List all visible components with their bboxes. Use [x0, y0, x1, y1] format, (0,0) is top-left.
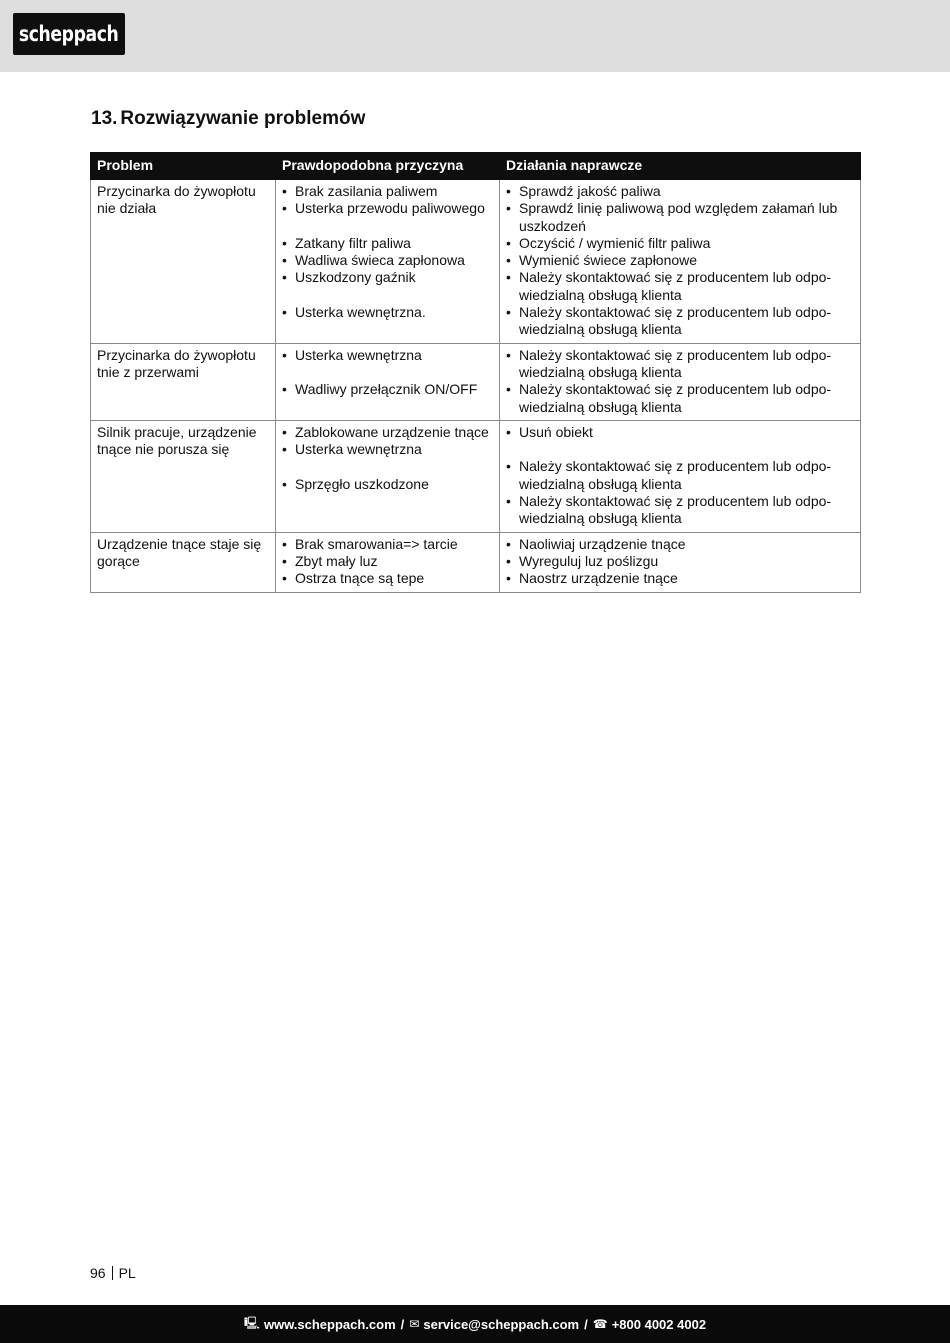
page-number-label: [90, 1265, 136, 1281]
envelope-icon: ✉︎: [409, 1317, 420, 1331]
action-cell: [500, 180, 861, 344]
scheppach-logo: [13, 13, 125, 55]
action-item: • Naostrz urządzenie tnące: [506, 570, 854, 587]
action-item: • Oczyścić / wymienić filtr paliwa: [506, 235, 854, 252]
action-item: • Należy skontaktować się z producentem lub odpo-wiedzialną obsługą klienta: [506, 381, 854, 416]
website-link[interactable]: www.scheppach.com: [263, 1316, 396, 1332]
action-item: • Należy skontaktować się z producentem lub odpo-wiedzialną obsługą klienta: [506, 304, 854, 339]
computer-icon: 🖳︎: [243, 1315, 260, 1330]
table-row: [91, 180, 861, 344]
separator-slash: /: [400, 1316, 405, 1332]
action-item: • Należy skontaktować się z producentem lub odpo-wiedzialną obsługą klienta: [506, 269, 854, 304]
table-header-row: [91, 153, 861, 180]
problem-cell: Przycinarka do żywopłotu nie działa: [91, 180, 276, 344]
cause-item: • Brak zasilania paliwem: [282, 183, 493, 200]
cause-cell: [276, 343, 500, 420]
section-number: 13.: [91, 108, 118, 129]
cause-item: • Usterka wewnętrzna: [282, 441, 493, 458]
cause-cell: [276, 180, 500, 344]
section-title: [91, 108, 365, 130]
problem-cell: Przycinarka do żywopłotu tnie z przerwami: [91, 343, 276, 420]
cause-item: • Zablokowane urządzenie tnące: [282, 424, 493, 441]
cause-item: • Usterka przewodu paliwowego: [282, 200, 493, 217]
phone-number[interactable]: +800 4002 4002: [611, 1316, 707, 1332]
footer-band: [0, 1305, 950, 1343]
action-item: • Należy skontaktować się z producentem lub odpo-wiedzialną obsługą klienta: [506, 347, 854, 382]
action-cell: [500, 343, 861, 420]
language-code: PL: [118, 1265, 136, 1281]
action-item: • Wyreguluj luz poślizgu: [506, 553, 854, 570]
action-item: • Należy skontaktować się z producentem lub odpo-wiedzialną obsługą klienta: [506, 458, 854, 493]
action-item: • Należy skontaktować się z producentem lub odpo-wiedzialną obsługą klienta: [506, 493, 854, 528]
cause-item: • Zbyt mały luz: [282, 553, 493, 570]
action-item: • Naoliwiaj urządzenie tnące: [506, 536, 854, 553]
cause-cell: [276, 420, 500, 532]
section-title-text: Rozwiązywanie problemów: [120, 108, 366, 129]
action-item: • Usuń obiekt: [506, 424, 854, 441]
cause-item: • Wadliwa świeca zapłonowa: [282, 252, 493, 269]
phone-icon: ☎︎: [592, 1317, 608, 1331]
logo-text: scheppach: [19, 22, 119, 46]
problem-cell: Silnik pracuje, urządzenie tnące nie porusza się: [91, 420, 276, 532]
table-row: [91, 532, 861, 592]
cause-item: • Ostrza tnące są tepe: [282, 570, 493, 587]
cause-item: • Wadliwy przełącznik ON/OFF: [282, 381, 493, 398]
separator-slash: /: [584, 1316, 588, 1332]
cause-item: • Sprzęgło uszkodzone: [282, 476, 493, 493]
action-item: • Sprawdź linię paliwową pod względem załamań lub uszkodzeń: [506, 200, 854, 235]
action-cell: [500, 532, 861, 592]
email-link[interactable]: service@scheppach.com: [423, 1316, 580, 1332]
troubleshooting-table: [90, 152, 861, 593]
page-number: 96: [90, 1265, 106, 1281]
cause-item: • Usterka wewnętrzna.: [282, 304, 493, 321]
header-cause: Prawdopodobna przyczyna: [276, 153, 500, 180]
action-cell: [500, 420, 861, 532]
header-problem: Problem: [91, 153, 276, 180]
cause-item: • Brak smarowania=> tarcie: [282, 536, 493, 553]
cause-cell: [276, 532, 500, 592]
cause-item: • Uszkodzony gaźnik: [282, 269, 493, 286]
table-row: [91, 343, 861, 420]
cause-item: • Zatkany filtr paliwa: [282, 235, 493, 252]
problem-cell: Urządzenie tnące staje się gorące: [91, 532, 276, 592]
table-row: [91, 420, 861, 532]
header-action: Działania naprawcze: [500, 153, 861, 180]
action-item: • Sprawdź jakość paliwa: [506, 183, 854, 200]
action-item: • Wymienić świece zapłonowe: [506, 252, 854, 269]
cause-item: • Usterka wewnętrzna: [282, 347, 493, 364]
page-separator: [112, 1266, 113, 1280]
header-band: [0, 0, 950, 72]
